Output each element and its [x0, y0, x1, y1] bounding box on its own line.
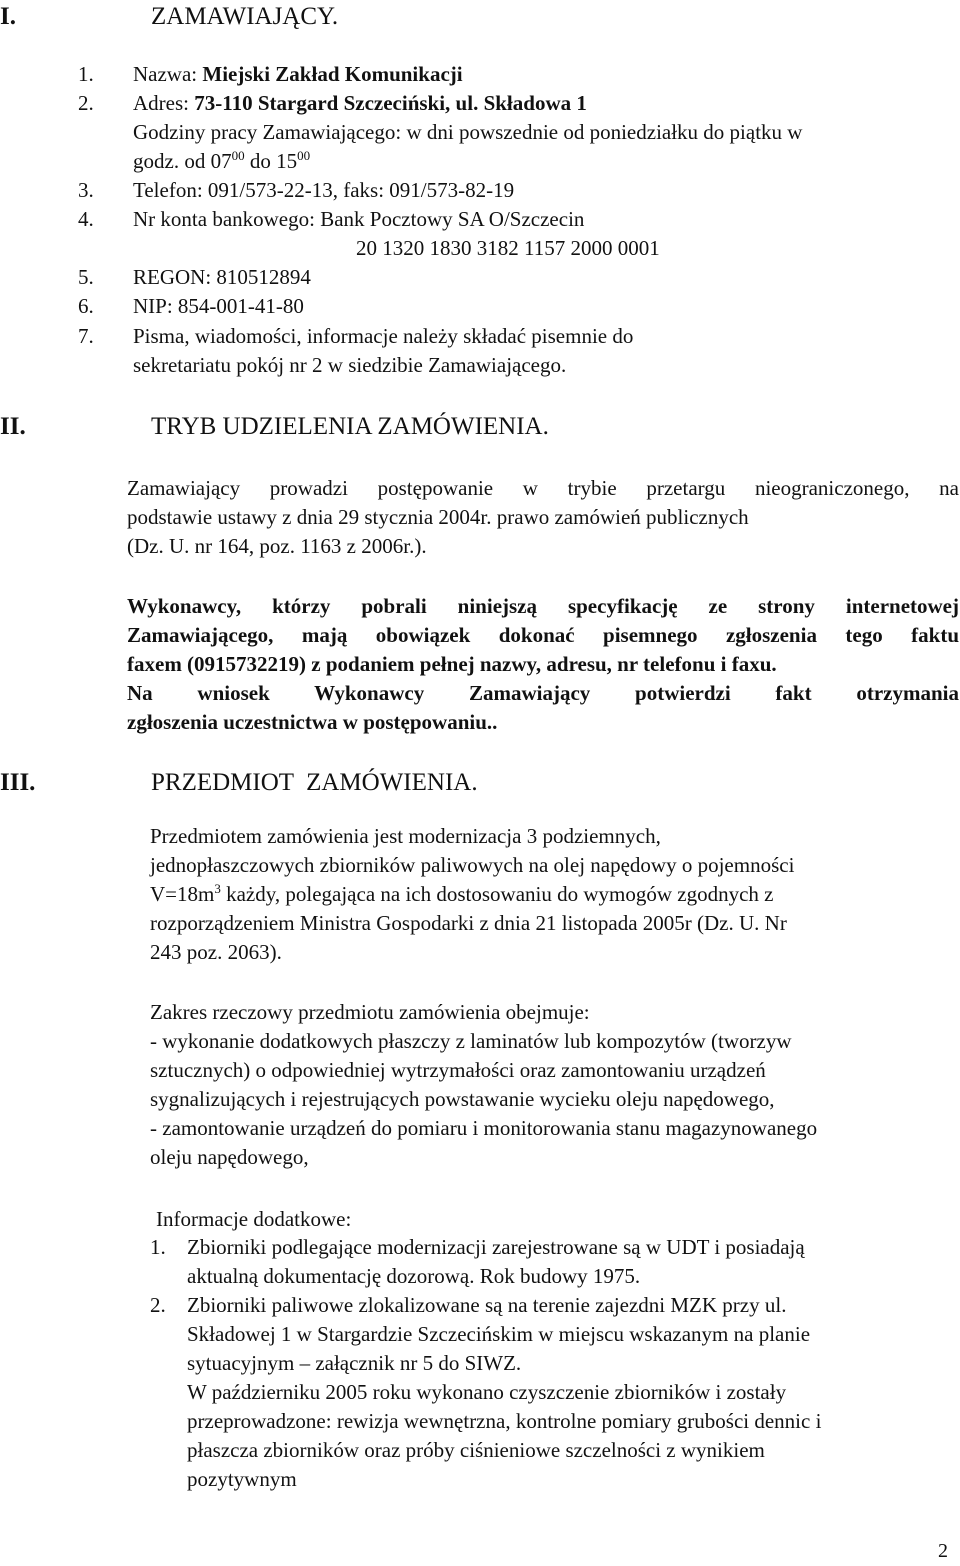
- procedure-paragraph: [127, 474, 959, 561]
- item-7-number: 7.: [78, 324, 94, 348]
- working-hours-from: godz. od 07: [133, 149, 232, 173]
- item-4-number: 4.: [78, 207, 94, 231]
- info-2-line-7: pozytywnym: [187, 1467, 297, 1491]
- subject-line-4: rozporządzeniem Ministra Gospodarki z dnia 21 listopada 2005r (Dz. U. Nr: [150, 911, 787, 935]
- section-2-title: TRYB UDZIELENIA ZAMÓWIENIA.: [151, 413, 549, 440]
- tank-volume: V=18m: [150, 882, 215, 906]
- info-2-line-4: W październiku 2005 roku wykonano czyszczenie zbiorników i zostały: [187, 1380, 787, 1404]
- working-hours-to-minutes: 00: [297, 148, 311, 163]
- item-1-number: 1.: [78, 62, 94, 86]
- subject-line-3-rest: każdy, polegająca na ich dostosowaniu do wymogów zgodnych z: [220, 882, 774, 906]
- info-2-line-1: Zbiorniki paliwowe zlokalizowane są na terenie zajezdni MZK przy ul.: [187, 1293, 787, 1317]
- item-3-number: 3.: [78, 178, 94, 202]
- info-2-line-2: Składowej 1 w Stargardzie Szczecińskim w miejscu wskazanym na planie: [187, 1322, 811, 1346]
- item-5-text: REGON: 810512894: [133, 265, 311, 289]
- item-7-line-1: Pisma, wiadomości, informacje należy składać pisemnie do: [133, 324, 634, 348]
- info-2-line-5: przeprowadzone: rewizja wewnętrzna, kontrolne pomiary grubości dennic i: [187, 1409, 822, 1433]
- item-2-text: [133, 89, 587, 118]
- section-1-title: ZAMAWIAJĄCY.: [151, 3, 339, 30]
- scope-line-2: sztucznych) o odpowiedniej wytrzymałości oraz zamontowaniu urządzeń: [150, 1058, 766, 1082]
- item-7-line-2: sekretariatu pokój nr 2 w siedzibie Zamawiającego.: [133, 353, 567, 377]
- subject-line-2: jednopłaszczowych zbiorników paliwowych na olej napędowy o pojemności: [150, 853, 795, 877]
- item-6-text: NIP: 854-001-41-80: [133, 294, 304, 318]
- info-1-line-2: aktualną dokumentację dozorową. Rok budowy 1975.: [187, 1264, 641, 1288]
- section-2-number: II.: [0, 413, 26, 440]
- info-2-line-6: płaszcza zbiorników oraz próby ciśnieniowe szczelności z wynikiem: [187, 1438, 765, 1462]
- item-2-value: 73-110 Stargard Szczeciński, ul. Składowa 1: [194, 91, 587, 115]
- scope-line-1: - wykonanie dodatkowych płaszczy z laminatów lub kompozytów (tworzyw: [150, 1029, 792, 1053]
- registration-line-3: faxem (0915732219) z podaniem pełnej nazwy, adresu, nr telefonu i faxu.: [127, 652, 777, 676]
- item-6-number: 6.: [78, 294, 94, 318]
- section-3-number: III.: [0, 769, 36, 796]
- page-number: 2: [938, 1540, 948, 1562]
- additional-info-heading: Informacje dodatkowe:: [156, 1207, 352, 1231]
- subject-paragraph: [150, 822, 794, 967]
- subject-line-1: Przedmiotem zamówienia jest modernizacja 3 podziemnych,: [150, 824, 661, 848]
- scope-line-3: sygnalizujących i rejestrujących powstawanie wycieku oleju napędowego,: [150, 1087, 775, 1111]
- volume-exponent: 3: [214, 881, 221, 896]
- bank-account-number: 20 1320 1830 3182 1157 2000 0001: [356, 236, 660, 260]
- registration-line-1: Wykonawcy, którzy pobrali niniejszą specyfikację ze strony internetowej: [127, 594, 959, 618]
- info-2-line-3: sytuacyjnym – załącznik nr 5 do SIWZ.: [187, 1351, 522, 1375]
- item-2-label: Adres:: [133, 91, 195, 115]
- working-hours-line-1: Godziny pracy Zamawiającego: w dni powszednie od poniedziałku do piątku w: [133, 120, 803, 144]
- item-5-number: 5.: [78, 265, 94, 289]
- subject-line-5: 243 poz. 2063).: [150, 940, 282, 964]
- section-1-number: I.: [0, 3, 16, 30]
- section-3-title: PRZEDMIOT ZAMÓWIENIA.: [151, 769, 478, 796]
- procedure-line-1: Zamawiający prowadzi postępowanie w trybie przetargu nieograniczonego, na: [127, 476, 959, 500]
- scope-line-4: - zamontowanie urządzeń do pomiaru i monitorowania stanu magazynowanego: [150, 1116, 818, 1140]
- info-1-number: 1.: [150, 1235, 166, 1259]
- info-2-text: [187, 1291, 821, 1494]
- working-hours-from-minutes: 00: [231, 148, 245, 163]
- registration-line-2: Zamawiającego, mają obowiązek dokonać pisemnego zgłoszenia tego faktu: [127, 623, 959, 647]
- item-1-label: Nazwa:: [133, 62, 203, 86]
- procedure-line-2: podstawie ustawy z dnia 29 stycznia 2004r. prawo zamówień publicznych: [127, 505, 749, 529]
- item-2-number: 2.: [78, 91, 94, 115]
- scope-paragraph: [150, 998, 817, 1172]
- scope-heading: Zakres rzeczowy przedmiotu zamówienia obejmuje:: [150, 1000, 590, 1024]
- working-hours-line-2: [133, 147, 310, 176]
- working-hours-to: do 15: [244, 149, 298, 173]
- registration-notice: [127, 592, 959, 737]
- item-4-text: Nr konta bankowego: Bank Pocztowy SA O/Szczecin: [133, 207, 585, 231]
- info-2-number: 2.: [150, 1293, 166, 1317]
- procedure-line-3: (Dz. U. nr 164, poz. 1163 z 2006r.).: [127, 534, 427, 558]
- scope-line-5: oleju napędowego,: [150, 1145, 309, 1169]
- subject-line-3: [150, 880, 794, 909]
- info-1-text: [187, 1233, 805, 1291]
- registration-line-5: zgłoszenia uczestnictwa w postępowaniu..: [127, 710, 498, 734]
- registration-line-4: Na wniosek Wykonawcy Zamawiający potwierdzi fakt otrzymania: [127, 681, 959, 705]
- item-1-text: [133, 60, 463, 89]
- item-1-value: Miejski Zakład Komunikacji: [202, 62, 463, 86]
- item-3-text: Telefon: 091/573-22-13, faks: 091/573-82-19: [133, 178, 515, 202]
- info-1-line-1: Zbiorniki podlegające modernizacji zarejestrowane są w UDT i posiadają: [187, 1235, 805, 1259]
